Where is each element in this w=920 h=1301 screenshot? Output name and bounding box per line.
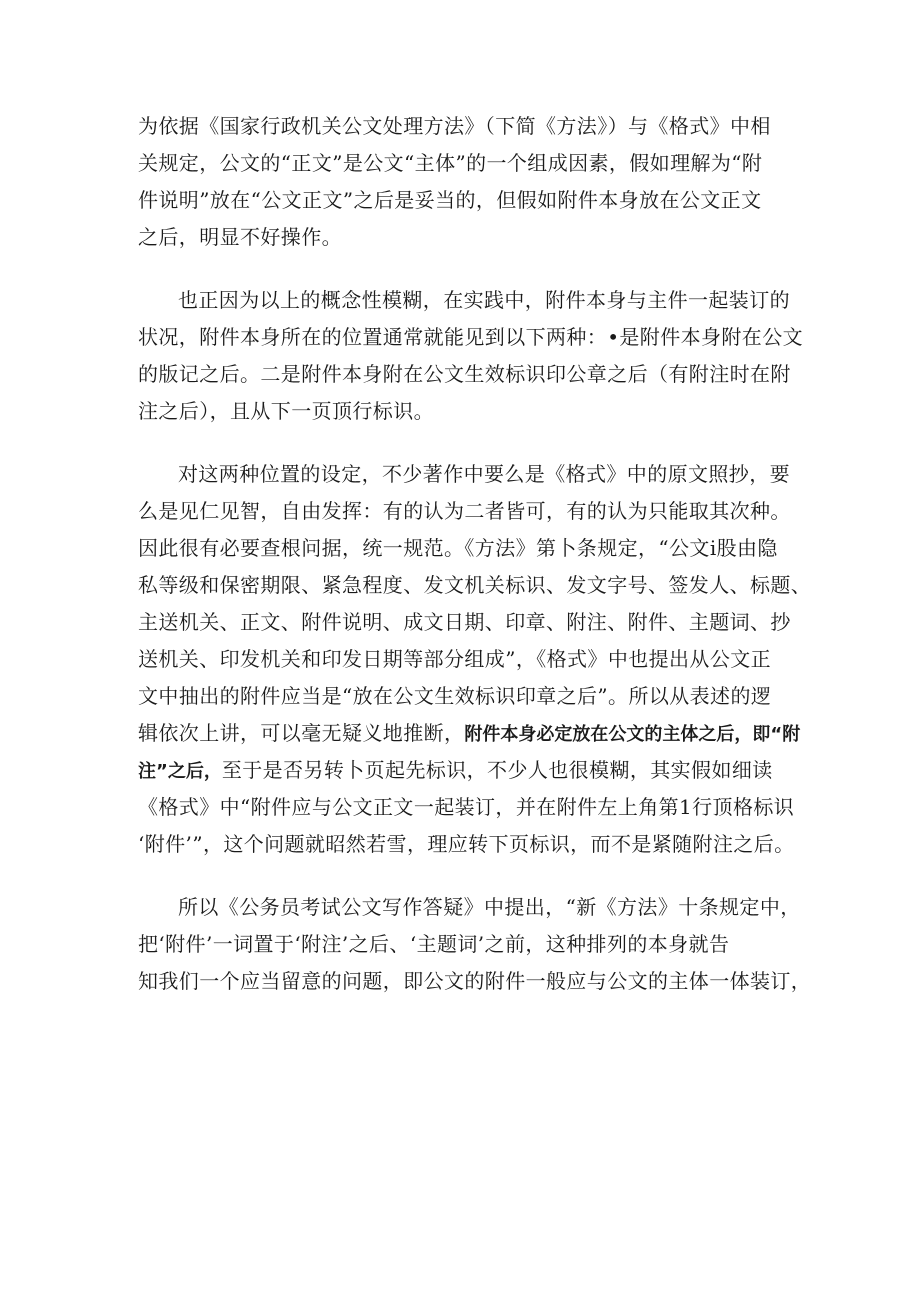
text-line: 文中抽出的附件应当是“放在公文生效标识印章之后”。所以从表述的逻 — [138, 684, 772, 708]
paragraph-4 — [138, 889, 812, 1000]
text-line: 之后，明显不好操作。 — [138, 225, 342, 249]
text-line: 因此很有必要查根问据，统一规范。《方法》第卜条规定，“公文i股由隐 — [138, 536, 778, 560]
document-page — [138, 108, 812, 1000]
text-line: 件说明”放在“公文正文”之后是妥当的，但假如附件本身放在公文正文 — [138, 188, 762, 212]
bold-text-segment: 注”之后， — [138, 761, 222, 782]
text-line: 知我们一个应当留意的问题，即公文的附件一般应与公文的主体一体装订， — [138, 969, 812, 993]
text-line: 对这两种位置的设定，不少著作中要么是《格式》中的原文照抄，要 — [178, 462, 790, 486]
text-line: 为依据《国家行政机关公文处理方法》（下简《方法》）与《格式》中相 — [138, 114, 771, 138]
text-line: 所以《公务员考试公文写作答疑》中提出，“新《方法》十条规定中， — [178, 895, 801, 919]
text-segment: 至于是否另转卜页起先标识，不少人也很模糊，其实假如细读 — [221, 758, 773, 782]
text-line: 么是见仁见智，自由发挥：有的认为二者皆可，有的认为只能取其次种。 — [138, 499, 791, 523]
text-line: 也正因为以上的概念性模糊，在实践中，附件本身与主件一起装订的 — [178, 288, 790, 312]
bold-text-segment: 附件本身必定放在公文的主体之后，即“附 — [464, 724, 801, 745]
text-line: ‘附件’”，这个问题就昭然若雪，理应转下页标识，而不是紧随附注之后。 — [138, 832, 795, 856]
text-line: 状况，附件本身所在的位置通常就能见到以下两种：•是附件本身附在公文 — [138, 325, 803, 349]
text-line: 关规定，公文的“正文”是公文“主体”的一个组成因素，假如理解为“附 — [138, 151, 763, 175]
text-segment: 辑依次上讲，可以毫无疑义地推断， — [138, 721, 465, 745]
text-line: 《格式》中“附件应与公文正文一起装订，并在附件左上角第1行顶格标识 — [138, 795, 795, 819]
text-line: 私等级和保密期限、紧急程度、发文机关标识、发文字号、签发人、标题、 — [138, 573, 812, 597]
text-line: 注之后），且从下一页顶行标识。 — [138, 399, 434, 423]
text-line-mixed — [138, 752, 798, 789]
paragraph-1 — [138, 108, 798, 256]
text-line: 主送机关、正文、附件说明、成文日期、印章、附注、附件、主题词、抄 — [138, 610, 791, 634]
paragraph-gap — [138, 430, 798, 456]
paragraph-2 — [138, 282, 803, 430]
text-line-mixed — [138, 715, 801, 752]
paragraph-3 — [138, 456, 812, 863]
text-line: 的版记之后。二是附件本身附在公文生效标识印公章之后（有附注时在附 — [138, 362, 791, 386]
paragraph-gap — [138, 863, 798, 889]
text-line: 送机关、印发机关和印发日期等部分组成”，《格式》中也提出从公文正 — [138, 647, 772, 671]
text-line: 把‘附件’一词置于‘附注’之后、‘主题词’之前，这种排列的本身就告 — [138, 932, 730, 956]
paragraph-gap — [138, 256, 798, 282]
